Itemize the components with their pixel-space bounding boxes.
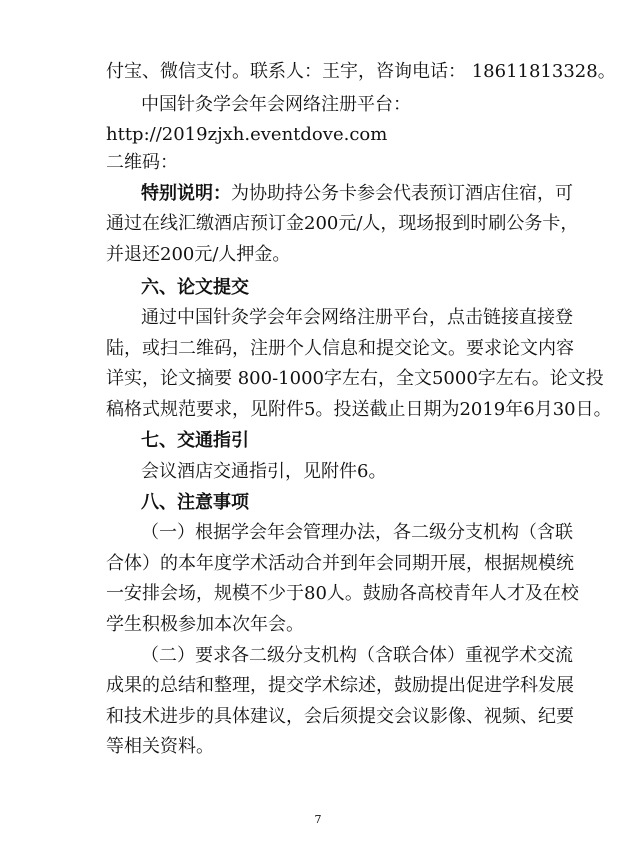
note-one-line-2: 合体）的本年度学术活动合并到年会同期开展，根据规模统 [106,553,574,574]
paper-submission-line-4: 稿格式规范要求，见附件5。投送截止日期为2019年6月30日。 [106,399,612,420]
note-one-line-3: 一安排会场，规模不少于80人。鼓励各高校青年人才及在校 [106,583,579,604]
paper-submission-line-3: 详实，论文摘要 800-1000字左右，全文5000字左右。论文投 [106,368,604,389]
note-one-line-1: （一）根据学会年会管理办法，各二级分支机构（含联 [141,522,573,543]
paper-submission-line-2: 陆，或扫二维码，注册个人信息和提交论文。要求论文内容 [106,338,574,359]
qr-code-label: 二维码： [106,152,178,173]
note-two-line-3: 和技术进步的具体建议，会后须提交会议影像、视频、纪要 [106,706,574,727]
special-note-text: 为协助持公务卡参会代表预订酒店住宿，可 [231,183,573,204]
section-heading-notes: 八、注意事项 [141,492,249,513]
special-note-label: 特别说明： [141,183,231,204]
note-two-line-4: 等相关资料。 [106,736,214,757]
section-heading-transport: 七、交通指引 [141,430,249,451]
page-number: 7 [314,813,322,826]
note-two-line-1: （二）要求各二级分支机构（含联合体）重视学术交流 [141,645,573,666]
note-two-line-2: 成果的总结和整理，提交学术综述，鼓励提出促进学科发展 [106,675,574,696]
registration-platform-label: 中国针灸学会年会网络注册平台： [141,94,411,115]
paper-submission-line-1: 通过中国针灸学会年会网络注册平台，点击链接直接登 [141,307,573,328]
special-note-line [141,181,636,207]
transport-line: 会议酒店交通指引，见附件6。 [141,461,387,482]
note-one-line-4: 学生积极参加本次年会。 [106,614,304,635]
special-note-line-3: 并退还200元/人押金。 [106,244,291,265]
special-note-line-2: 通过在线汇缴酒店预订金200元/人，现场报到时刷公务卡， [106,213,579,234]
section-heading-paper-submission: 六、论文提交 [141,277,249,298]
contact-line: 付宝、微信支付。联系人：王宇，咨询电话： 18611813328。 [106,61,616,82]
registration-url: http://2019zjxh.eventdove.com [106,124,388,145]
